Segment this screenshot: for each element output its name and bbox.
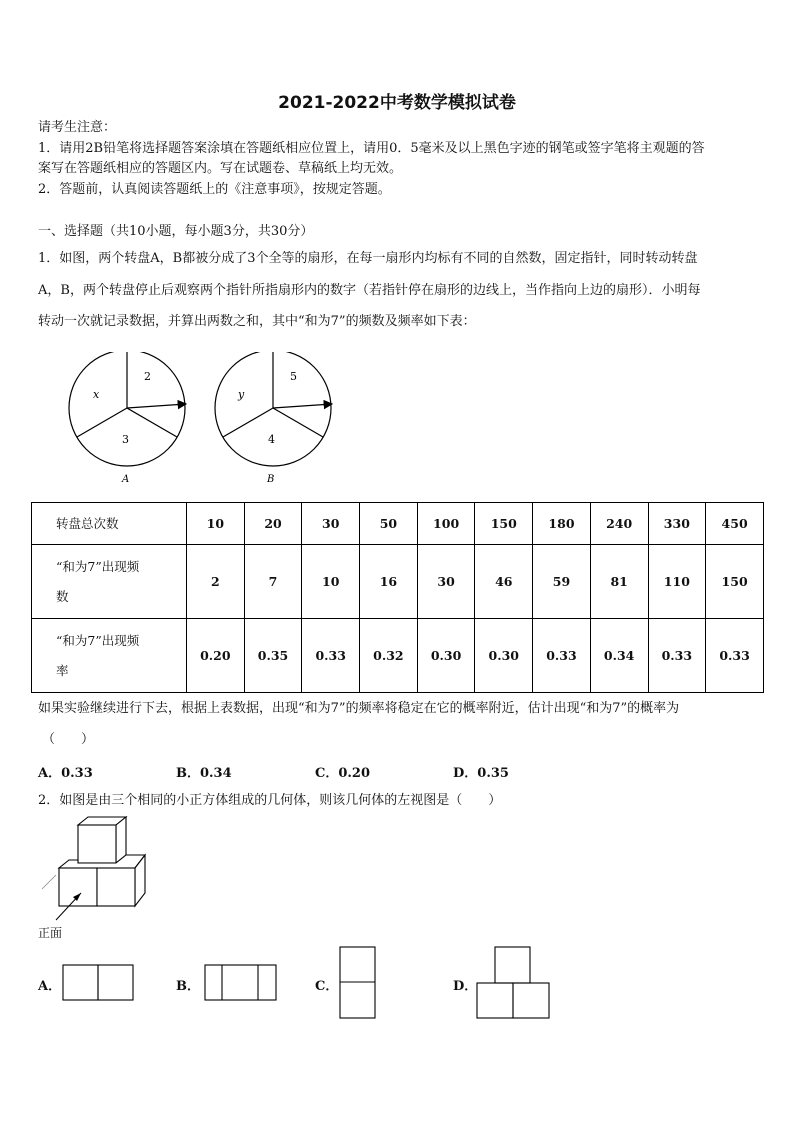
q2-option-a-figure[interactable]	[62, 964, 134, 1002]
spinner-b-sector-y: y	[238, 388, 245, 401]
cell-count: 30	[417, 545, 475, 619]
q1-option-d[interactable]: D．0.35	[453, 766, 509, 781]
row-label-counts	[32, 545, 187, 619]
cell-total: 10	[187, 503, 245, 545]
cell-count: 10	[302, 545, 360, 619]
cell-rate: 0.35	[244, 619, 302, 693]
question-2-text: 2．如图是由三个相同的小正方体组成的几何体，则该几何体的左视图是（ ）	[38, 793, 502, 808]
q2-option-c-figure[interactable]	[339, 946, 376, 1019]
cell-rate: 0.34	[590, 619, 648, 693]
cell-total: 450	[706, 503, 764, 545]
cell-total: 30	[302, 503, 360, 545]
pointer-b	[273, 404, 332, 408]
spinner-b-sector-4: 4	[268, 433, 275, 446]
cell-total: 240	[590, 503, 648, 545]
question-1-line-1: 1．如图，两个转盘A，B都被分成了3个全等的扇形，在每一扇形内均标有不同的自然数，固定指针，同时转动转盘	[38, 251, 698, 266]
q1-option-c[interactable]: C．0.20	[315, 766, 371, 781]
cell-total: 330	[648, 503, 706, 545]
q2-option-d-figure[interactable]	[476, 946, 550, 1020]
question-1-blank: （ ）	[42, 732, 95, 747]
cell-rate: 0.20	[187, 619, 245, 693]
row-label-rates	[32, 619, 187, 693]
notice-item-1-line-1: 1．请用2B铅笔将选择题答案涂填在答题纸相应位置上，请用0．5毫米及以上黑色字迹的钢笔或签字笔将主观题的答	[38, 141, 705, 156]
spinner-b-label: B	[267, 474, 275, 485]
cell-total: 100	[417, 503, 475, 545]
q1-option-a[interactable]: A．0.33	[38, 766, 93, 781]
table-row-counts	[32, 545, 764, 619]
cell-rate: 0.33	[302, 619, 360, 693]
question-1-followup: 如果实验继续进行下去，根据上表数据，出现“和为7”的频率将稳定在它的概率附近，估计出现“和为7”的概率为	[38, 701, 680, 716]
spinner-a-sector-3: 3	[122, 433, 129, 446]
cell-rate: 0.32	[360, 619, 418, 693]
cell-count: 110	[648, 545, 706, 619]
pointer-a	[127, 404, 186, 408]
q2-option-b-figure[interactable]	[204, 964, 277, 1002]
cell-count: 16	[360, 545, 418, 619]
cell-rate: 0.33	[706, 619, 764, 693]
notice-item-1-line-2: 案写在答题纸相应的答题区内。写在试题卷、草稿纸上均无效。	[38, 161, 403, 176]
cell-count: 2	[187, 545, 245, 619]
cell-rate: 0.30	[417, 619, 475, 693]
spinners-figure	[60, 352, 350, 487]
question-1-line-2: A，B，两个转盘停止后观察两个指针所指扇形内的数字（若指针停在扇形的边线上，当作指向上边的扇形）．小明每	[38, 283, 701, 298]
cell-rate: 0.33	[648, 619, 706, 693]
cell-rate: 0.33	[533, 619, 591, 693]
table-row-totals	[32, 503, 764, 545]
spinner-a-label: A	[122, 474, 130, 485]
notice-item-2: 2．答题前，认真阅读答题纸上的《注意事项》，按规定答题。	[38, 182, 391, 197]
cell-total: 150	[475, 503, 533, 545]
row-label-counts-line-1: “和为7”出现频	[56, 558, 140, 574]
q2-option-c-label[interactable]: C．	[315, 979, 339, 994]
q2-option-a-label[interactable]: A．	[38, 979, 62, 994]
cell-total: 180	[533, 503, 591, 545]
cell-total: 50	[360, 503, 418, 545]
spinner-b	[215, 352, 332, 485]
spinner-a-sector-x: x	[93, 388, 100, 401]
cell-count: 150	[706, 545, 764, 619]
front-label: 正面	[38, 926, 63, 940]
cell-count: 81	[590, 545, 648, 619]
cell-count: 7	[244, 545, 302, 619]
cell-count: 46	[475, 545, 533, 619]
spinner-b-sector-5: 5	[290, 370, 297, 383]
spinner-a-sector-2: 2	[144, 370, 151, 383]
q2-option-b-label[interactable]: B．	[176, 979, 200, 994]
spinner-a	[69, 352, 186, 485]
cubes-figure	[36, 815, 156, 925]
table-row-rates	[32, 619, 764, 693]
cell-rate: 0.30	[475, 619, 533, 693]
section-heading: 一、选择题（共10小题，每小题3分，共30分）	[38, 224, 314, 239]
cell-total: 20	[244, 503, 302, 545]
q2-option-d-label[interactable]: D．	[453, 979, 478, 994]
q1-option-b[interactable]: B．0.34	[176, 766, 232, 781]
page-title: 2021-2022中考数学模拟试卷	[278, 93, 516, 113]
row-label-rates-line-2: 率	[56, 662, 69, 678]
cell-count: 59	[533, 545, 591, 619]
notice-heading: 请考生注意：	[38, 120, 117, 135]
question-1-line-3: 转动一次就记录数据，并算出两数之和，其中“和为7”的频数及频率如下表：	[38, 314, 476, 329]
frequency-table	[31, 502, 764, 693]
row-label-rates-line-1: “和为7”出现频	[56, 632, 140, 648]
row-label-totals: 转盘总次数	[32, 503, 187, 545]
row-label-counts-line-2: 数	[56, 588, 69, 604]
